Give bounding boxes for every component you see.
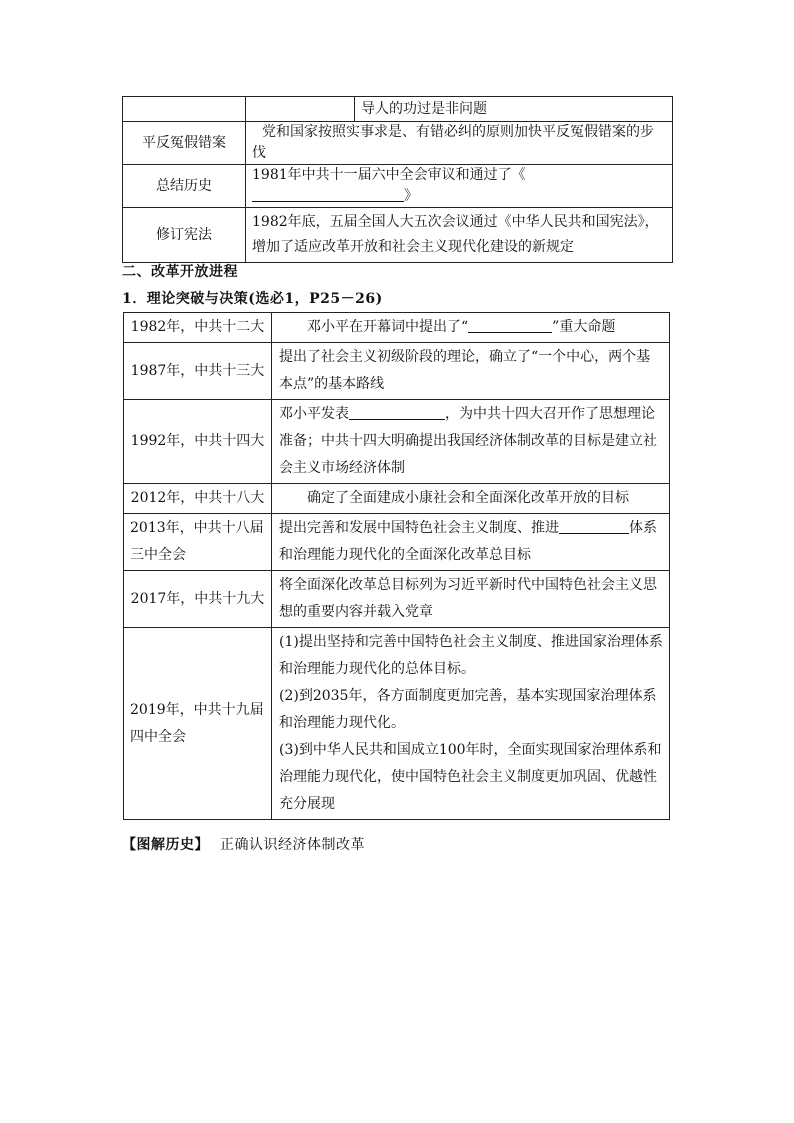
table-row bbox=[124, 628, 670, 820]
illustration-heading bbox=[122, 834, 365, 854]
table-row bbox=[123, 208, 673, 263]
event-cell bbox=[272, 628, 670, 820]
cell-text: 1981年中共十一届六中全会审议和通过了《 bbox=[252, 167, 526, 183]
cell-text: 提出完善和发展中国特色社会主义制度、推进 bbox=[279, 520, 559, 536]
cell-text: ”重大命题 bbox=[552, 319, 616, 335]
list-item: (3)到中华人民共和国成立100年时，全面实现国家治理体系和治理能力现代化，使中国特色社会主义制度更加巩固、优越性充分展现 bbox=[279, 742, 662, 812]
row-label: 平反冤假错案 bbox=[123, 122, 246, 165]
table-cell: 1982年底，五届全国人大五次会议通过《中华人民共和国宪法》，增加了适应改革开放和社会主义现代化建设的新规定 bbox=[246, 208, 673, 263]
illustration-title: 正确认识经济体制改革 bbox=[219, 837, 365, 853]
year-cell: 2012年，中共十八大 bbox=[124, 484, 272, 514]
cell-text: 》 bbox=[404, 188, 418, 204]
row-label: 总结历史 bbox=[123, 165, 246, 208]
cell-text: ，为中共十四大召开作了思想理论准备；中共十四大明确提出我国经济体制改革的目标是建立社会主义市场经济体制 bbox=[279, 406, 657, 476]
event-cell: 将全面深化改革总目标列为习近平新时代中国特色社会主义思想的重要内容并载入党章 bbox=[272, 571, 670, 628]
cell-text: 邓小平在开幕词中提出了“ bbox=[307, 319, 469, 335]
year-cell: 2017年，中共十九大 bbox=[124, 571, 272, 628]
table-cell-empty bbox=[123, 97, 246, 122]
event-cell: 提出了社会主义初级阶段的理论，确立了“一个中心，两个基本点”的基本路线 bbox=[272, 343, 670, 400]
section-heading: 二、改革开放进程 bbox=[122, 264, 238, 280]
subsection-heading: 1．理论突破与决策(选必1，P25－26) bbox=[122, 291, 383, 307]
fill-in-blank bbox=[252, 188, 404, 202]
year-cell: 1982年，中共十二大 bbox=[124, 313, 272, 343]
table-row bbox=[124, 343, 670, 400]
table-row bbox=[124, 571, 670, 628]
event-cell bbox=[272, 514, 670, 571]
fill-in-blank bbox=[349, 406, 445, 420]
event-cell: 确定了全面建成小康社会和全面深化改革开放的目标 bbox=[272, 484, 670, 514]
table-row bbox=[124, 313, 670, 343]
year-cell: 2019年，中共十九届四中全会 bbox=[124, 628, 272, 820]
fill-in-blank bbox=[559, 520, 629, 534]
cell-text: 导人的功过是非问题 bbox=[361, 100, 487, 117]
year-cell: 1987年，中共十三大 bbox=[124, 343, 272, 400]
fill-in-blank bbox=[468, 319, 552, 333]
table-row bbox=[124, 514, 670, 571]
table-row bbox=[124, 400, 670, 484]
row-label: 修订宪法 bbox=[123, 208, 246, 263]
cell-text: 邓小平发表 bbox=[279, 406, 349, 422]
list-item: (1)提出坚持和完善中国特色社会主义制度、推进国家治理体系和治理能力现代化的总体目标。 bbox=[279, 634, 663, 677]
reform-measures-table bbox=[122, 96, 673, 263]
illustration-tag: 【图解历史】 bbox=[122, 837, 209, 853]
table-cell bbox=[355, 97, 673, 122]
cell-text: 体系和治理能力现代化的全面深化改革总目标 bbox=[279, 520, 657, 563]
year-cell: 1992年，中共十四大 bbox=[124, 400, 272, 484]
table-row bbox=[123, 97, 673, 122]
table-row bbox=[124, 484, 670, 514]
table-cell bbox=[246, 165, 673, 208]
table-cell-empty bbox=[246, 97, 355, 122]
list-item: (2)到2035年，各方面制度更加完善，基本实现国家治理体系和治理能力现代化。 bbox=[279, 688, 657, 731]
event-cell bbox=[272, 400, 670, 484]
event-cell bbox=[272, 313, 670, 343]
year-cell: 2013年，中共十八届三中全会 bbox=[124, 514, 272, 571]
table-row bbox=[123, 165, 673, 208]
table-cell: 党和国家按照实事求是、有错必纠的原则加快平反冤假错案的步伐 bbox=[246, 122, 673, 165]
reform-process-table bbox=[123, 312, 670, 820]
table-row bbox=[123, 122, 673, 165]
